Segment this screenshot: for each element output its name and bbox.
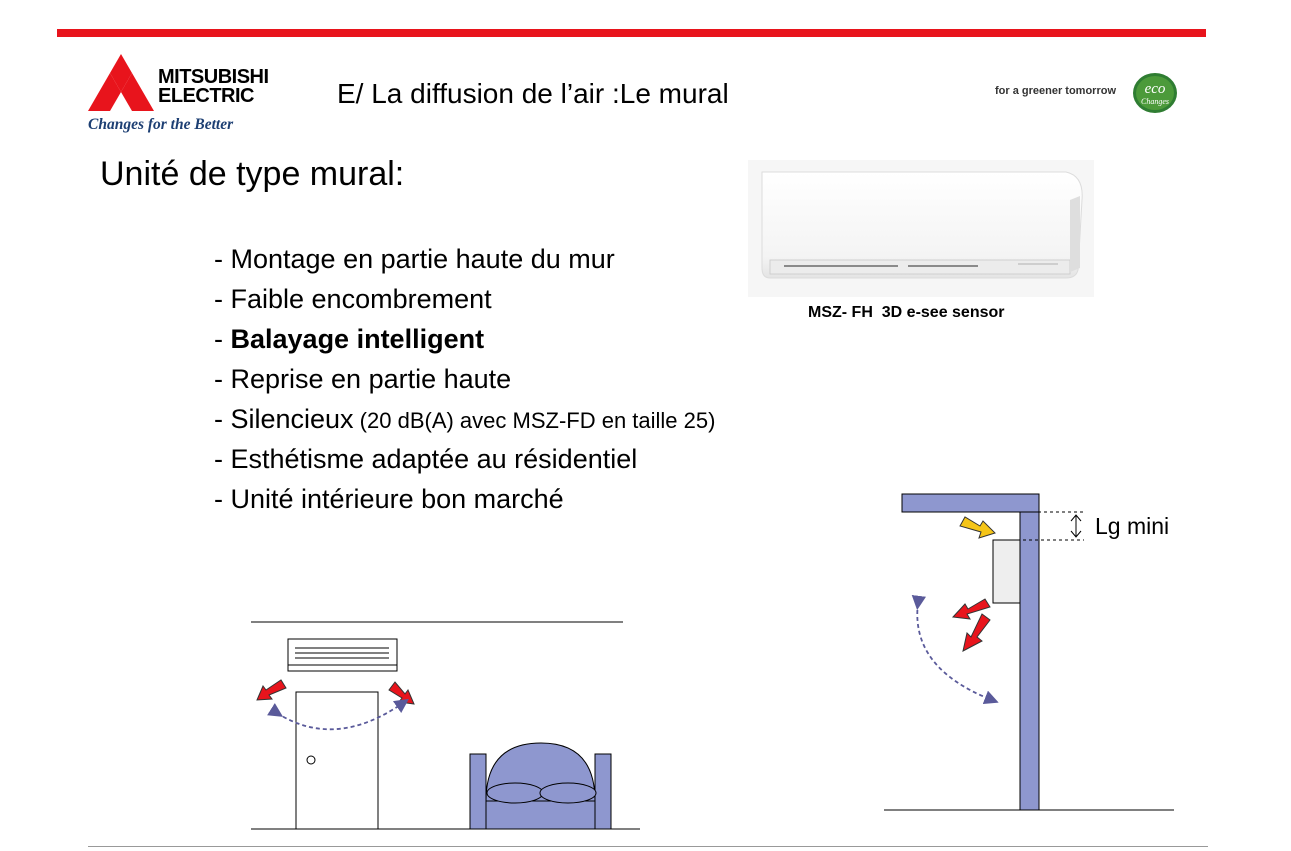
bullet-note: (20 dB(A) avec MSZ-FD en taille 25): [353, 408, 716, 433]
feature-list: [214, 241, 715, 521]
bullet-text: - Faible encombrement: [214, 284, 492, 314]
airflow-arrows: [917, 517, 995, 700]
bullet-prefix: -: [214, 324, 231, 354]
slogan-text: for a greener tomorrow: [995, 85, 1117, 97]
bullet-text: - Esthétisme adaptée au résidentiel: [214, 444, 638, 474]
bullet-text: - Silencieux: [214, 404, 354, 434]
footer-divider: [88, 846, 1208, 847]
clearance-marker-icon: [1071, 515, 1081, 537]
list-item: [214, 401, 715, 441]
bullet-text: - Reprise en partie haute: [214, 364, 512, 394]
top-red-bar: [57, 29, 1206, 37]
room-airflow-diagram: [245, 615, 645, 835]
three-diamonds-icon: [86, 54, 156, 112]
list-item: [214, 241, 715, 281]
eco-changes-logo-icon: [1131, 71, 1179, 115]
svg-text:Changes: Changes: [1141, 97, 1169, 106]
brand-tagline: Changes for the Better: [88, 116, 234, 133]
product-caption: MSZ- FH 3D e-see sensor: [808, 304, 1005, 321]
clearance-label: Lg mini: [1095, 513, 1170, 539]
list-item: [214, 321, 715, 361]
svg-text:eco: eco: [1144, 81, 1166, 97]
list-item: [214, 441, 715, 481]
door-icon: [296, 692, 378, 829]
slide-title: E/ La diffusion de l’air :Le mural: [337, 78, 729, 109]
list-item: [214, 281, 715, 321]
wall-unit-product-image: [748, 160, 1094, 297]
bed-icon: [470, 743, 611, 829]
bullet-text-bold: Balayage intelligent: [230, 324, 485, 354]
bullet-text: - Unité intérieure bon marché: [214, 484, 564, 514]
wall-unit-icon: [288, 639, 397, 671]
section-heading: Unité de type mural:: [100, 155, 405, 193]
bullet-text: - Montage en partie haute du mur: [214, 244, 615, 274]
brand-line-2: ELECTRIC: [158, 85, 254, 107]
brand-line-1: MITSUBISHI: [158, 66, 269, 88]
list-item: [214, 481, 715, 521]
brand-logo: [86, 54, 286, 136]
list-item: [214, 361, 715, 401]
brand-name: [158, 68, 269, 106]
